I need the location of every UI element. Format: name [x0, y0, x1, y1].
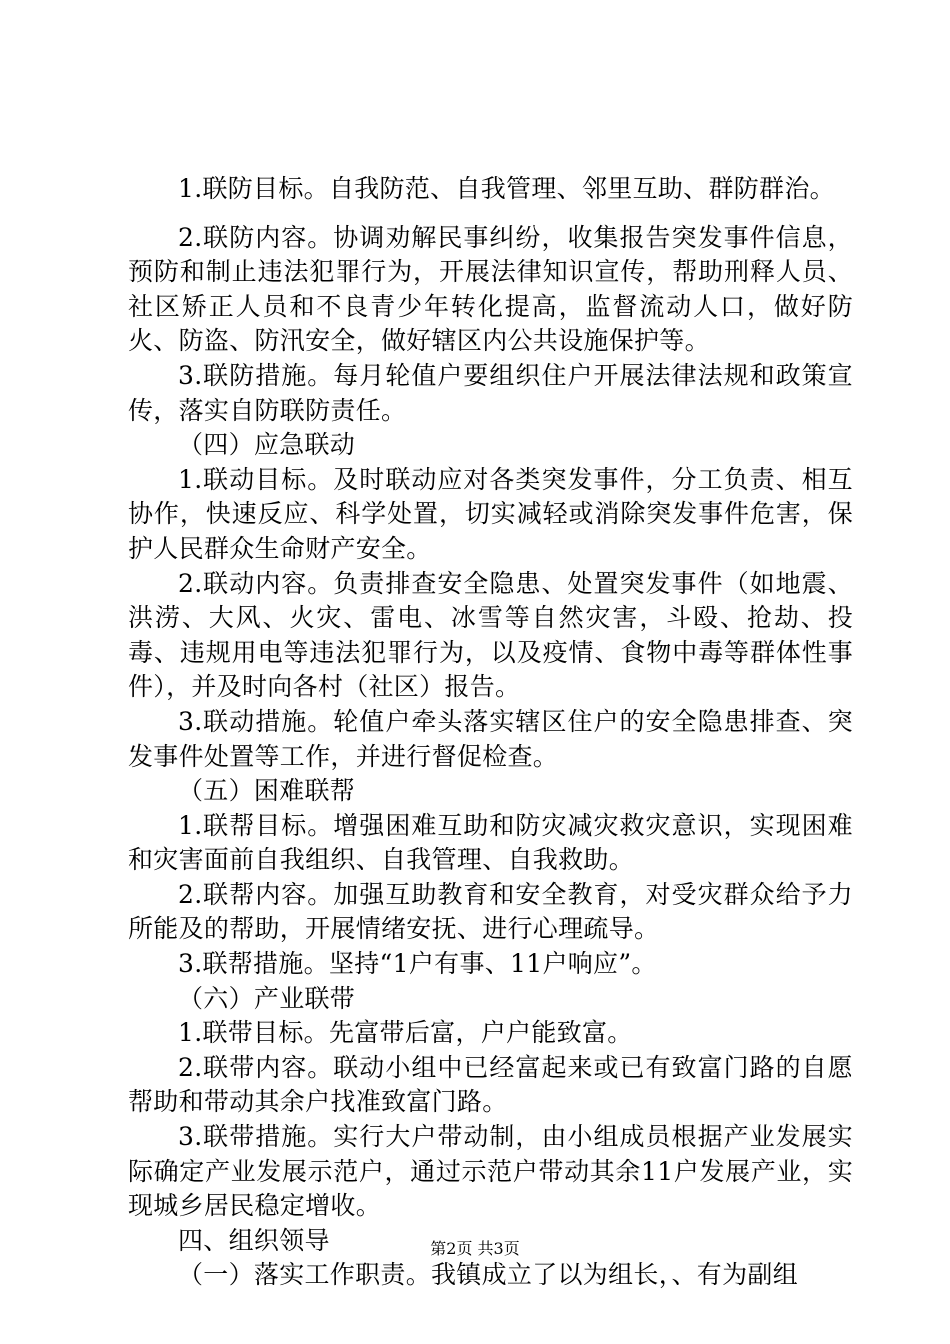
paragraph-industry-content: 2.联带内容。联动小组中已经富起来或已有致富门路的自愿帮助和带动其余户找准致富门路。 — [128, 1052, 853, 1117]
paragraph-linkage-content: 2.联动内容。负责排查安全隐患、处置突发事件（如地震、洪涝、大风、火灾、雷电、冰雪等自然灾害，斗殴、抢劫、投毒、违规用电等违法犯罪行为，以及疫情、食物中毒等群体性事件），并及时向各村（社区）报告。 — [128, 568, 853, 702]
paragraph-assistance-content: 2.联帮内容。加强互助教育和安全教育，对受灾群众给予力所能及的帮助，开展情绪安抚、进行心理疏导。 — [128, 879, 853, 944]
heading-organization-leadership: 四、组织领导 — [178, 1225, 330, 1255]
paragraph-work-responsibilities: （一）落实工作职责。我镇成立了以为组长，、有为副组 — [178, 1260, 799, 1290]
page-number-footer: 第2页 共3页 — [430, 1239, 520, 1258]
paragraph-assistance-measures: 3.联帮措施。坚持“1户有事、11户响应”。 — [178, 949, 657, 979]
paragraph-linkage-measures: 3.联动措施。轮值户牵头落实辖区住户的安全隐患排查、突发事件处置等工作，并进行督促检查。 — [128, 706, 853, 771]
paragraph-assistance-goal: 1.联帮目标。增强困难互助和防灾减灾救灾意识，实现困难和灾害面前自我组织、自我管理、自我救助。 — [128, 810, 853, 875]
paragraph-joint-defense-goal: 1.联防目标。自我防范、自我管理、邻里互助、群防群治。 — [178, 174, 835, 203]
heading-hardship-assistance: （五）困难联帮 — [178, 776, 356, 806]
heading-emergency-linkage: （四）应急联动 — [178, 430, 356, 460]
document-body — [128, 172, 853, 1293]
heading-industry-linkage: （六）产业联带 — [178, 983, 356, 1013]
paragraph-industry-measures: 3.联带措施。实行大户带动制，由小组成员根据产业发展实际确定产业发展示范户，通过示范户带动其余11户发展产业，实现城乡居民稳定增收。 — [128, 1122, 853, 1221]
paragraph-linkage-goal: 1.联动目标。及时联动应对各类突发事件，分工负责、相互协作，快速反应、科学处置，切实减轻或消除突发事件危害，保护人民群众生命财产安全。 — [128, 464, 853, 563]
paragraph-joint-defense-content: 2.联防内容。协调劝解民事纠纷，收集报告突发事件信息，预防和制止违法犯罪行为，开展法律知识宣传，帮助刑释人员、社区矫正人员和不良青少年转化提高，监督流动人口，做好防火、防盗、防汛安全，做好辖区内公共设施保护等。 — [128, 222, 853, 356]
paragraph-industry-goal: 1.联带目标。先富带后富，户户能致富。 — [178, 1018, 633, 1048]
paragraph-joint-defense-measures: 3.联防措施。每月轮值户要组织住户开展法律法规和政策宣传，落实自防联防责任。 — [128, 360, 853, 425]
